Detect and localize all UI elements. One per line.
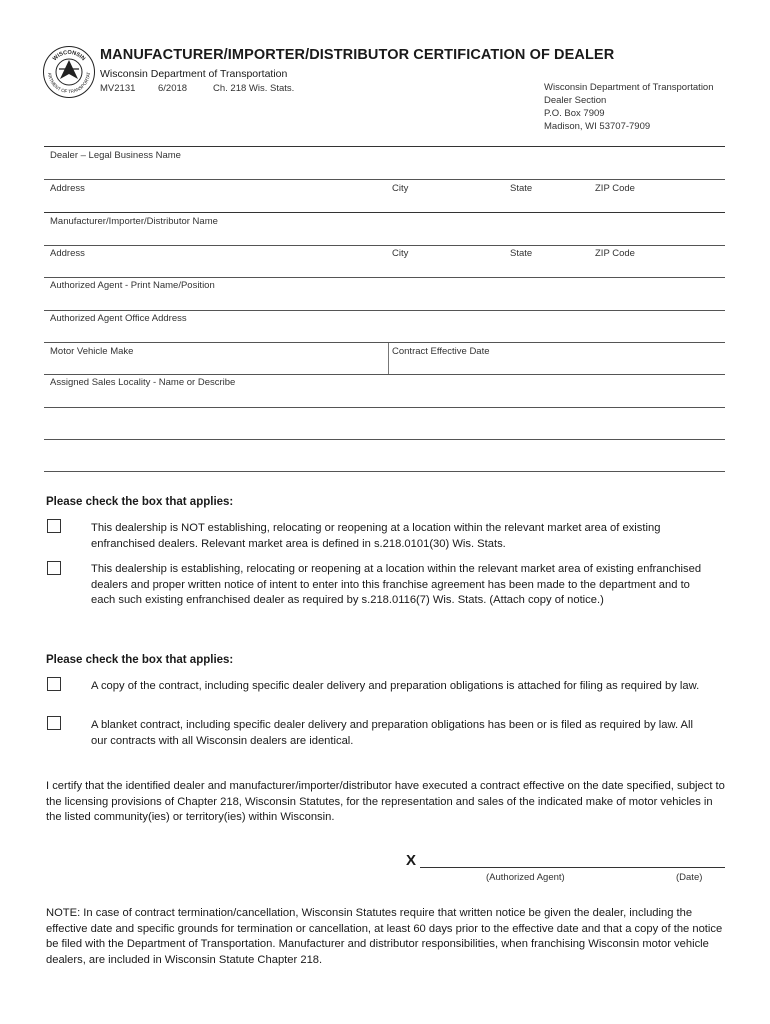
date-label: (Date)	[676, 872, 703, 883]
agent-name-label: Authorized Agent - Print Name/Position	[50, 280, 215, 291]
not-establishing-option-text: This dealership is NOT establishing, relocating or reopening at a location within the relevant market area of existing enfranchised dealers. Relevant market area is defined in s.218.0101(30) Wis. Stats.	[91, 522, 661, 550]
termination-note: NOTE: In case of contract termination/cancellation, Wisconsin Statutes require that written notice be given the dealer, including the effective date and specific grounds for termination or cancellation, at least 60 days prior to the effective date and that a copy of the notice be filed with the Department of Transportation. Manufacturer and distributor responsibilities, when franchising Wisconsin motor vehicle dealers, are included in Wisconsin Statute Chapter 218.	[46, 907, 723, 966]
blanket-contract-option-text: A blanket contract, including specific dealer delivery and preparation obligations has been or is filed as required by law. All our contracts with all Wisconsin dealers are identical.	[91, 719, 693, 747]
svg-text:WISCONSIN: WISCONSIN	[51, 49, 87, 63]
certification-statement: I certify that the identified dealer and manufacturer/importer/distributor have executed a contract effective on the date specified, subject to the licensing provisions of Chapter 218, Wisconsin Statutes, for the representation and sales of the indicated make of motor vehicles in the listed community(ies) or territory(ies) within Wisconsin.	[46, 780, 725, 823]
section1-heading: Please check the box that applies:	[46, 496, 234, 508]
dealer-name-label: Dealer – Legal Business Name	[50, 150, 181, 161]
mailing-address-line3: P.O. Box 7909	[544, 108, 605, 119]
agency-name: Wisconsin Department of Transportation	[100, 68, 288, 80]
svg-text:DEPARTMENT OF TRANSPORTATION: ARTMENT OF TRANSPORTAT	[46, 71, 92, 95]
blanket-contract-checkbox[interactable]	[47, 716, 61, 730]
contract-attached-checkbox[interactable]	[47, 677, 61, 691]
signature-x-mark: X	[406, 852, 417, 869]
agent-office-label: Authorized Agent Office Address	[50, 313, 187, 324]
establishing-option-text: This dealership is establishing, relocating or reopening at a location within the relevant market area of existing enfranchised dealers and proper written notice of intent to enter into this franchise agreement has been made to the department and to each such existing enfranchised dealer as required by s.218.0116(7) Wis. Stats. (Attach copy of notice.)	[91, 563, 702, 606]
mfr-city-label: City	[392, 248, 409, 259]
dealer-state-label: State	[510, 183, 533, 194]
sales-locality-field[interactable]	[44, 375, 725, 408]
sales-locality-line-3[interactable]	[44, 440, 725, 472]
agent-office-field[interactable]	[44, 311, 725, 343]
mfr-zip-label: ZIP Code	[595, 248, 635, 259]
dealer-zip-label: ZIP Code	[595, 183, 635, 194]
dealer-city-label: City	[392, 183, 409, 194]
form-date: 6/2018	[158, 83, 188, 94]
sales-locality-label: Assigned Sales Locality - Name or Describe	[50, 377, 236, 388]
contract-attached-option-text: A copy of the contract, including specific dealer delivery and preparation obligations is attached for filing as required by law.	[91, 680, 700, 692]
mfr-state-label: State	[510, 248, 533, 259]
make-date-row	[44, 343, 725, 375]
dealer-name-field[interactable]	[44, 147, 725, 180]
form-title: MANUFACTURER/IMPORTER/DISTRIBUTOR CERTIFICATION OF DEALER	[100, 47, 615, 63]
mfr-name-field[interactable]	[44, 213, 725, 246]
form-statute: Ch. 218 Wis. Stats.	[213, 83, 295, 94]
section2-heading: Please check the box that applies:	[46, 654, 234, 666]
mfr-name-label: Manufacturer/Importer/Distributor Name	[50, 216, 218, 227]
make-date-divider	[388, 343, 389, 374]
mailing-address-line1: Wisconsin Department of Transportation	[544, 82, 714, 93]
authorized-agent-label: (Authorized Agent)	[486, 872, 565, 883]
establishing-checkbox[interactable]	[47, 561, 61, 575]
mailing-address-line4: Madison, WI 53707-7909	[544, 121, 651, 132]
wisdot-seal-logo	[42, 45, 96, 99]
agent-name-field[interactable]	[44, 278, 725, 311]
dealer-address-label: Address	[50, 183, 85, 194]
vehicle-make-label: Motor Vehicle Make	[50, 346, 134, 357]
mailing-address-line2: Dealer Section	[544, 95, 607, 106]
not-establishing-checkbox[interactable]	[47, 519, 61, 533]
contract-date-label: Contract Effective Date	[392, 346, 490, 357]
form-number: MV2131	[100, 83, 136, 94]
mfr-address-row	[44, 246, 725, 278]
dealer-address-row	[44, 180, 725, 213]
mfr-address-label: Address	[50, 248, 85, 259]
sales-locality-line-2[interactable]	[44, 408, 725, 440]
signature-line[interactable]	[420, 867, 725, 868]
